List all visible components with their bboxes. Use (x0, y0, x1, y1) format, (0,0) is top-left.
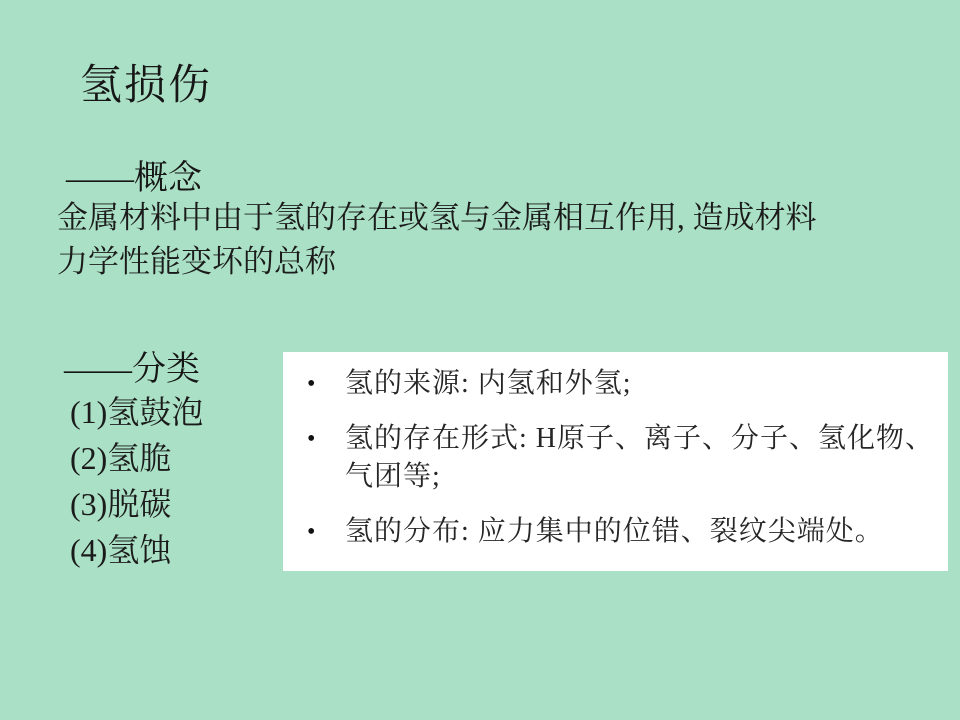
bullet-icon: • (307, 426, 316, 452)
concept-definition (57, 196, 897, 284)
classification-list (70, 389, 203, 573)
classification-section-heading: ——分类 (64, 351, 200, 388)
concept-section-heading: ——概念 (66, 160, 202, 197)
bullet-text-hydrogen-source (345, 365, 632, 403)
concept-definition-line-1: 金属材料中由于氢的存在或氢与金属相互作用, 造成材料 (57, 200, 817, 235)
concept-definition-line-2: 力学性能变坏的总称 (57, 244, 336, 279)
bullet-row-hydrogen-source (307, 365, 930, 403)
list-item-hydrogen-blistering: (1)氢鼓泡 (70, 394, 204, 430)
list-item-hydrogen-attack: (4)氢蚀 (70, 532, 172, 568)
list-item-decarburization: (3)脱碳 (70, 486, 172, 522)
bullet-text-hydrogen-forms (345, 420, 934, 496)
bullet-hydrogen-source-line-1: 氢的来源: 内氢和外氢; (345, 368, 632, 399)
bullet-hydrogen-distribution-line-1: 氢的分布: 应力集中的位错、裂纹尖端处。 (345, 516, 884, 547)
bullet-row-hydrogen-distribution (307, 513, 930, 551)
bullet-icon: • (307, 519, 316, 545)
hydrogen-info-box (283, 352, 948, 571)
bullet-hydrogen-forms-line-2: 气团等; (345, 461, 441, 492)
bullet-text-hydrogen-distribution (345, 513, 884, 551)
list-item-hydrogen-embrittlement: (2)氢脆 (70, 440, 172, 476)
bullet-row-hydrogen-forms (307, 420, 935, 496)
bullet-hydrogen-forms-line-1: 氢的存在形式: H原子、离子、分子、氢化物、 (345, 423, 935, 454)
bullet-icon: • (307, 371, 316, 397)
page-title: 氢损伤 (80, 63, 213, 109)
